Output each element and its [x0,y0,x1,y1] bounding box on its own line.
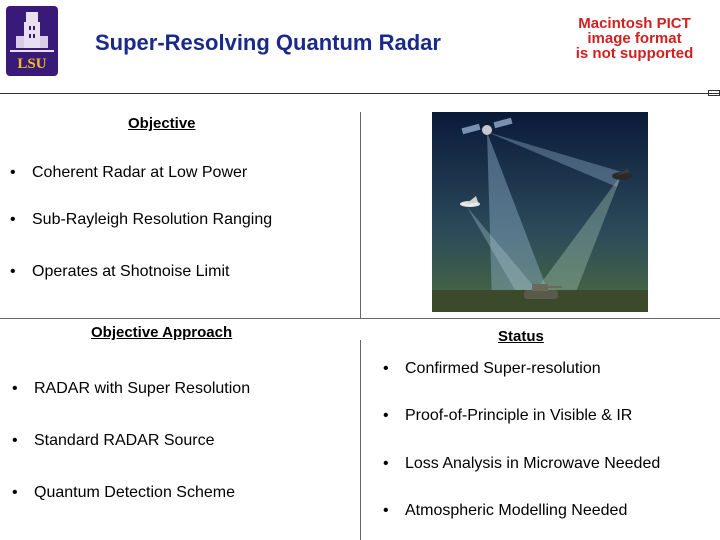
bullet-dot: • [383,407,389,424]
status-item [383,455,660,473]
pict-notice-line: is not supported [575,45,694,62]
status-item [383,502,627,520]
bullet-dot: • [12,432,18,449]
approach-item [12,432,215,450]
status-item [383,407,632,425]
approach-heading: Objective Approach [91,324,233,341]
column-divider-upper [360,112,361,318]
approach-item-label: Standard RADAR Source [34,432,215,449]
objective-item-label: Sub-Rayleigh Resolution Ranging [32,211,273,228]
header-divider [0,93,720,94]
radar-illustration [432,112,648,312]
page-title: Super-Resolving Quantum Radar [95,30,441,55]
bullet-dot: • [10,263,16,280]
pict-notice-line: image format [587,30,682,47]
objective-item [10,164,247,182]
bullet-dot: • [383,502,389,519]
header-divider-accent [708,90,720,96]
status-heading: Status [498,328,544,345]
objective-item [10,263,229,281]
approach-item [12,380,250,398]
section-divider [0,318,720,319]
bullet-dot: • [10,211,16,228]
objective-item [10,211,272,229]
objective-item-label: Coherent Radar at Low Power [32,164,248,181]
bullet-dot: • [10,164,16,181]
objective-item-label: Operates at Shotnoise Limit [32,263,230,280]
column-divider-lower [360,340,361,540]
status-item-label: Loss Analysis in Microwave Needed [405,455,661,472]
status-item [383,360,601,378]
pict-notice-line: Macintosh PICT [578,15,691,32]
status-item-label: Atmospheric Modelling Needed [405,502,628,519]
pict-unsupported-notice [552,16,720,64]
approach-item [12,484,235,502]
status-item-label: Proof-of-Principle in Visible & IR [405,407,633,424]
bullet-dot: • [383,360,389,377]
approach-item-label: RADAR with Super Resolution [34,380,251,397]
bullet-dot: • [383,455,389,472]
svg-text:LSU: LSU [17,56,47,72]
approach-item-label: Quantum Detection Scheme [34,484,235,501]
bullet-dot: • [12,484,18,501]
objective-heading: Objective [128,115,196,132]
status-item-label: Confirmed Super-resolution [405,360,601,377]
bullet-dot: • [12,380,18,397]
lsu-logo [6,6,58,76]
